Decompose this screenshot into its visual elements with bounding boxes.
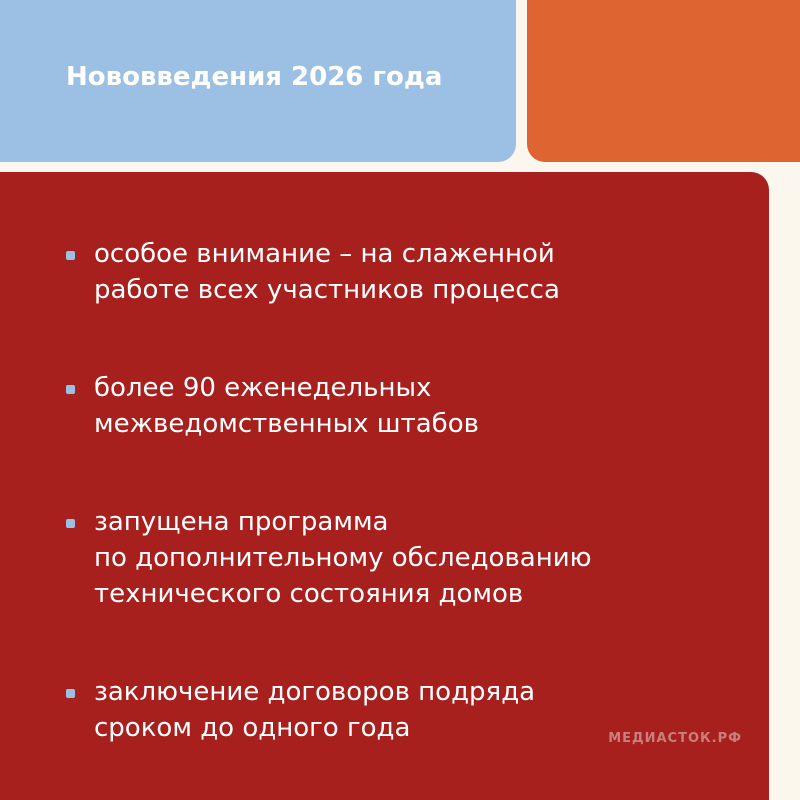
- header-panel: [0, 0, 516, 162]
- list-item: [66, 504, 760, 612]
- list-item-text: работе всех участников процесса: [94, 275, 560, 305]
- page-title: Нововведения 2026 года: [66, 62, 443, 92]
- list-item-text: сроком до одного года: [94, 713, 411, 743]
- bullet-list: [66, 236, 760, 746]
- list-item-text: более 90 еженедельных: [94, 373, 432, 403]
- list-item: [66, 370, 760, 442]
- list-item-text: по дополнительному обследованию: [94, 543, 592, 573]
- list-item-text: особое внимание – на слаженной: [94, 239, 555, 269]
- list-item-text: межведомственных штабов: [94, 409, 479, 439]
- list-item: [66, 236, 760, 308]
- list-item-text: запущена программа: [94, 507, 389, 537]
- bullet-icon: [66, 519, 75, 528]
- list-item-text: технического состояния домов: [94, 579, 524, 609]
- watermark: МЕДИАСТОК.РФ: [608, 731, 742, 746]
- list-item-text: заключение договоров подряда: [94, 677, 536, 707]
- bullet-icon: [66, 385, 75, 394]
- decorative-orange-panel: [527, 0, 800, 162]
- bullet-icon: [66, 251, 75, 260]
- bullet-icon: [66, 689, 75, 698]
